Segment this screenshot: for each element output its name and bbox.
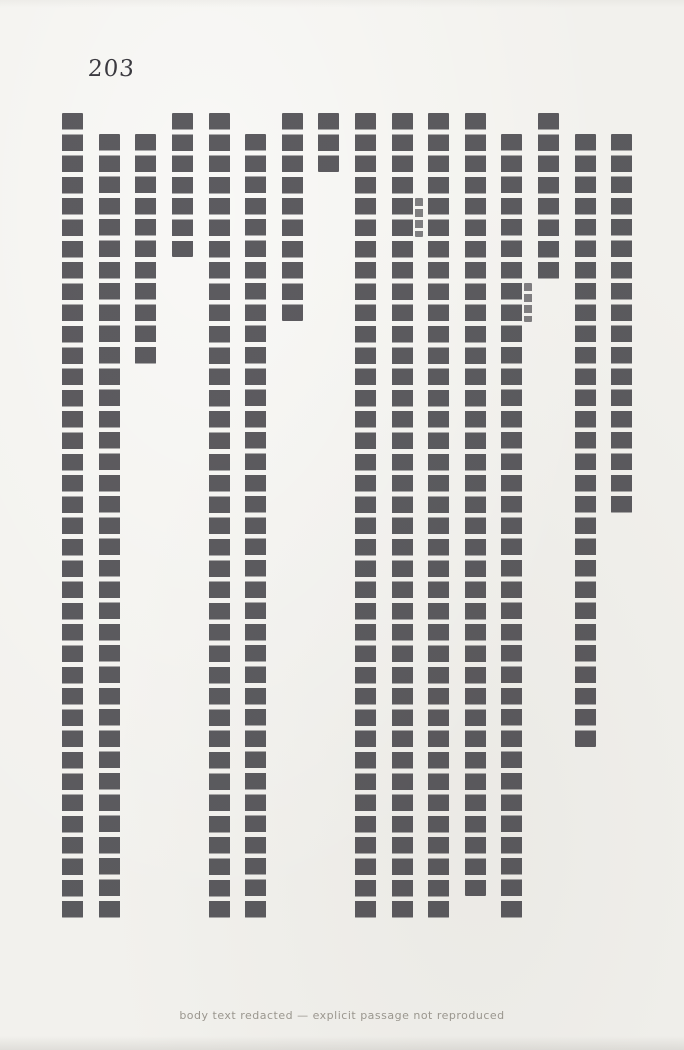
redacted-text-column	[209, 113, 230, 918]
redacted-text-column	[355, 113, 376, 918]
redacted-text-column	[135, 134, 156, 364]
redacted-furigana	[524, 283, 532, 322]
scan-shadow-bottom	[0, 1036, 684, 1050]
redacted-text-column	[282, 113, 303, 321]
redacted-text-column	[428, 113, 449, 918]
redacted-text-column	[99, 134, 120, 917]
redacted-text-column	[62, 113, 83, 918]
redaction-note: body text redacted — explicit passage not reproduced	[179, 1009, 505, 1022]
redacted-furigana	[415, 198, 423, 237]
scan-shadow-top	[0, 0, 684, 8]
redacted-text-column	[172, 113, 193, 257]
vertical-text-block	[44, 113, 640, 925]
redacted-text-column	[538, 113, 559, 279]
redacted-text-column	[575, 134, 596, 747]
redacted-text-column	[318, 113, 339, 172]
redacted-text-column	[465, 113, 486, 896]
redacted-text-column	[245, 134, 266, 917]
redacted-text-column	[501, 134, 522, 917]
redacted-text-column	[611, 134, 632, 513]
redacted-text-column	[392, 113, 413, 918]
page-number: 203	[87, 56, 136, 82]
